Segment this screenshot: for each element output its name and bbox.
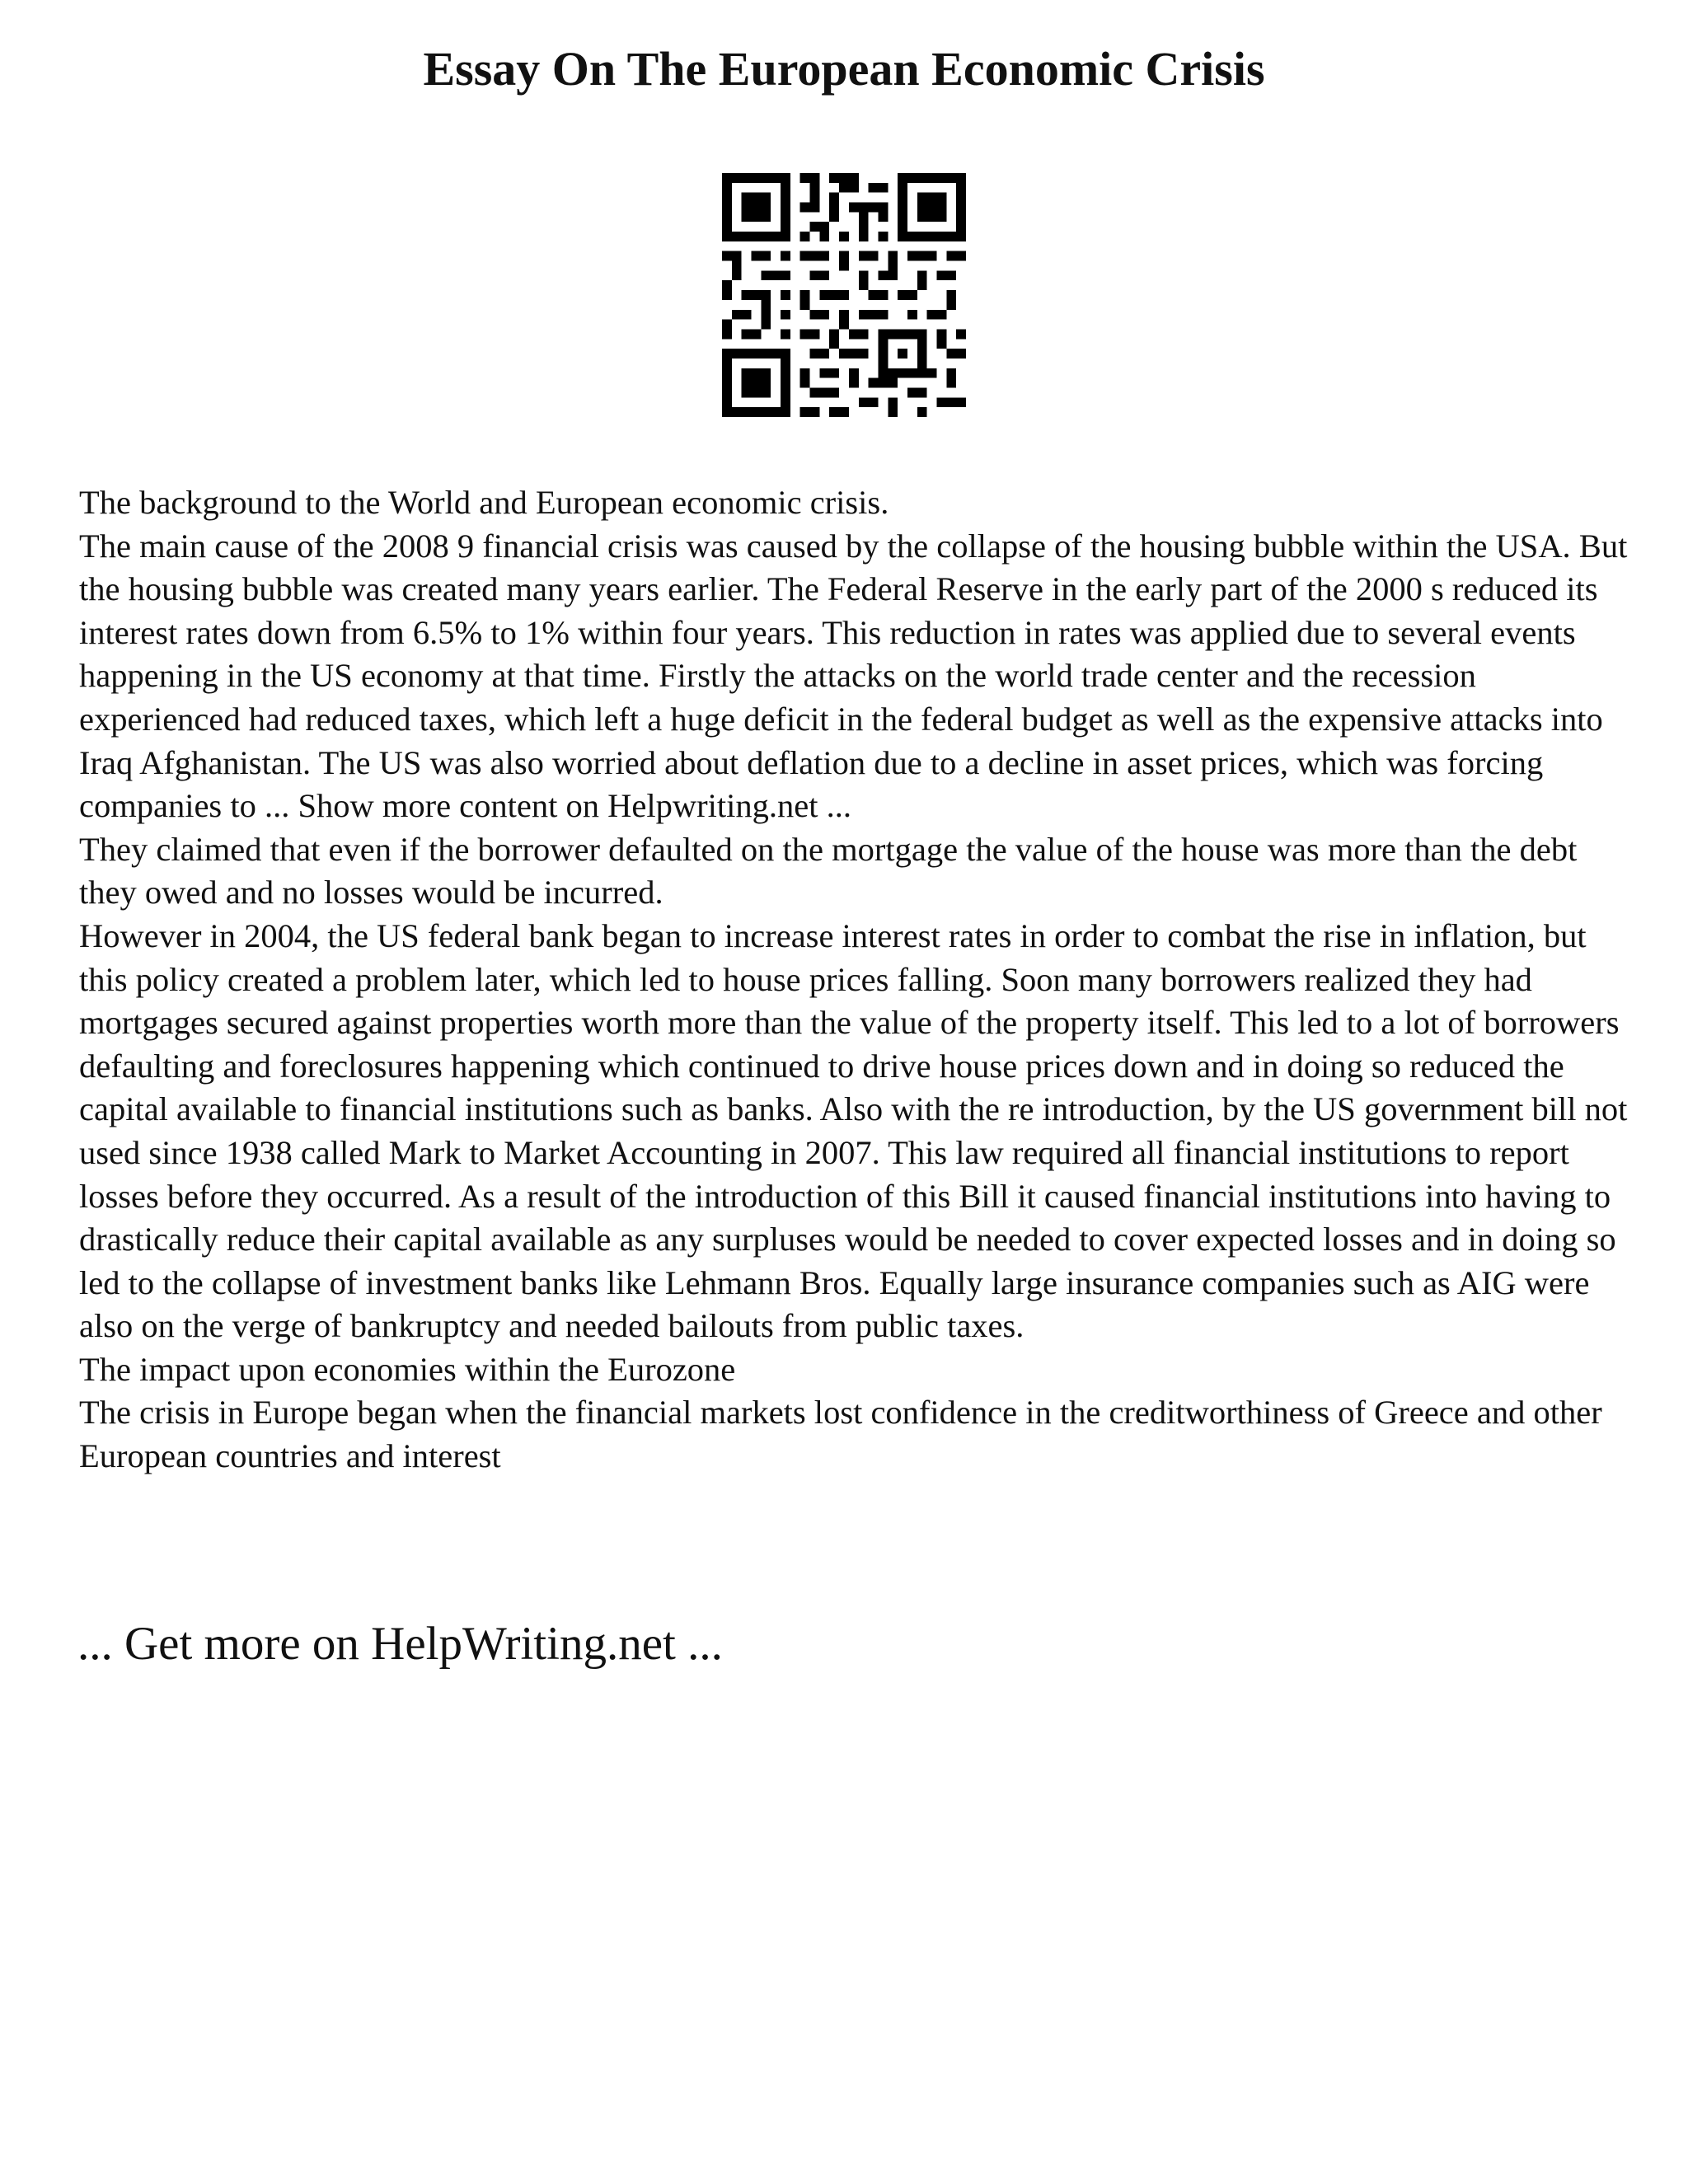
- page-title: Essay On The European Economic Crisis: [423, 42, 1265, 96]
- paragraph: The impact upon economies within the Eurozone: [79, 1350, 736, 1388]
- essay-body: [79, 481, 1629, 1479]
- get-more-link[interactable]: ... Get more on HelpWriting.net ...: [77, 1618, 723, 1670]
- paragraph: The background to the World and European economic crisis.: [79, 484, 889, 521]
- paragraph: However in 2004, the US federal bank began to increase interest rates in order to combat the rise in inflation, but this policy created a problem later, which led to house prices falling. Soon many borrowers realized they had mortgages secured against properties worth more than the value of the property itself. This led to a lot of borrowers defaulting and foreclosures happening which continued to drive house prices down and in doing so reduced the capital available to financial institutions such as banks. Also with the re introduction, by the US government bill not used since 1938 called Mark to Market Accounting in 2007. This law required all financial institutions to report losses before they occurred. As a result of the introduction of this Bill it caused financial institutions into having to drastically reduce their capital available as any surpluses would be needed to cover expected losses and in doing so led to the collapse of investment banks like Lehmann Bros. Equally large insurance companies such as AIG were also on the verge of bankruptcy and needed bailouts from public taxes.: [79, 916, 1628, 1345]
- paragraph: The crisis in Europe began when the financial markets lost confidence in the creditworthiness of Greece and other European countries and interest: [79, 1394, 1602, 1475]
- qr-code-icon[interactable]: [722, 173, 966, 417]
- paragraph: They claimed that even if the borrower defaulted on the mortgage the value of the house was more than the debt they owed and no losses would be incurred.: [79, 830, 1578, 912]
- paragraph: The main cause of the 2008 9 financial crisis was caused by the collapse of the housing bubble within the USA. But the housing bubble was created many years earlier. The Federal Reserve in the early part of the 2000 s reduced its interest rates down from 6.5% to 1% within four years. This reduction in rates was applied due to several events happening in the US economy at that time. Firstly the attacks on the world trade center and the recession experienced had reduced taxes, which left a huge deficit in the federal budget as well as the expensive attacks into Iraq Afghanistan. The US was also worried about deflation due to a decline in asset prices, which was forcing companies to ... Show more content on Helpwriting.net ...: [79, 527, 1628, 825]
